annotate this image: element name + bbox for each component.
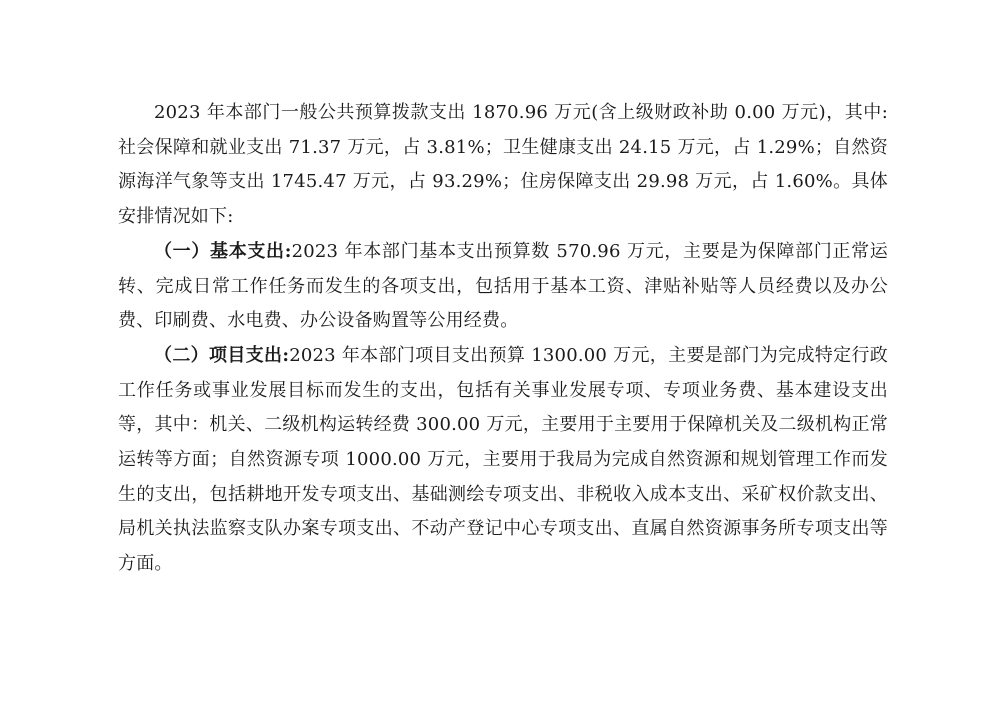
paragraph-budget-overview bbox=[118, 96, 888, 235]
section-heading-project: （二）项目支出: bbox=[154, 344, 290, 366]
paragraph-text: 2023 年本部门一般公共预算拨款支出 1870.96 万元(含上级财政补助 0.00 万元)，其中:社会保障和就业支出 71.37 万元，占 3.81%；卫生健康支出 24.15 万元，占 1.29%；自然资源海洋气象等支出 1745.47 万元，占 93.29%；住房保障支出 29.98 万元，占 1.60%。具体安排情况如下: bbox=[118, 102, 888, 228]
paragraph-basic-expenditure bbox=[118, 235, 888, 339]
section-heading-basic: （一）基本支出: bbox=[154, 240, 292, 262]
paragraph-project-expenditure bbox=[118, 339, 888, 582]
paragraph-text: 2023 年本部门项目支出预算 1300.00 万元，主要是部门为完成特定行政工作任务或事业发展目标而发生的支出，包括有关事业发展专项、专项业务费、基本建设支出等，其中：机关、二级机构运转经费 300.00 万元，主要用于主要用于保障机关及二级机构正常运转等方面；自然资源专项 1000.00 万元，主要用于我局为完成自然资源和规划管理工作而发生的支出，包括耕地开发专项支出、基础测绘专项支出、非税收入成本支出、采矿权价款支出、局机关执法监察支队办案专项支出、不动产登记中心专项支出、直属自然资源事务所专项支出等方面。 bbox=[118, 344, 888, 575]
document-body bbox=[118, 96, 888, 582]
paragraph-text: 2023 年本部门基本支出预算数 570.96 万元，主要是为保障部门正常运转、完成日常工作任务而发生的各项支出，包括用于基本工资、津贴补贴等人员经费以及办公费、印刷费、水电费、办公设备购置等公用经费。 bbox=[118, 240, 888, 332]
